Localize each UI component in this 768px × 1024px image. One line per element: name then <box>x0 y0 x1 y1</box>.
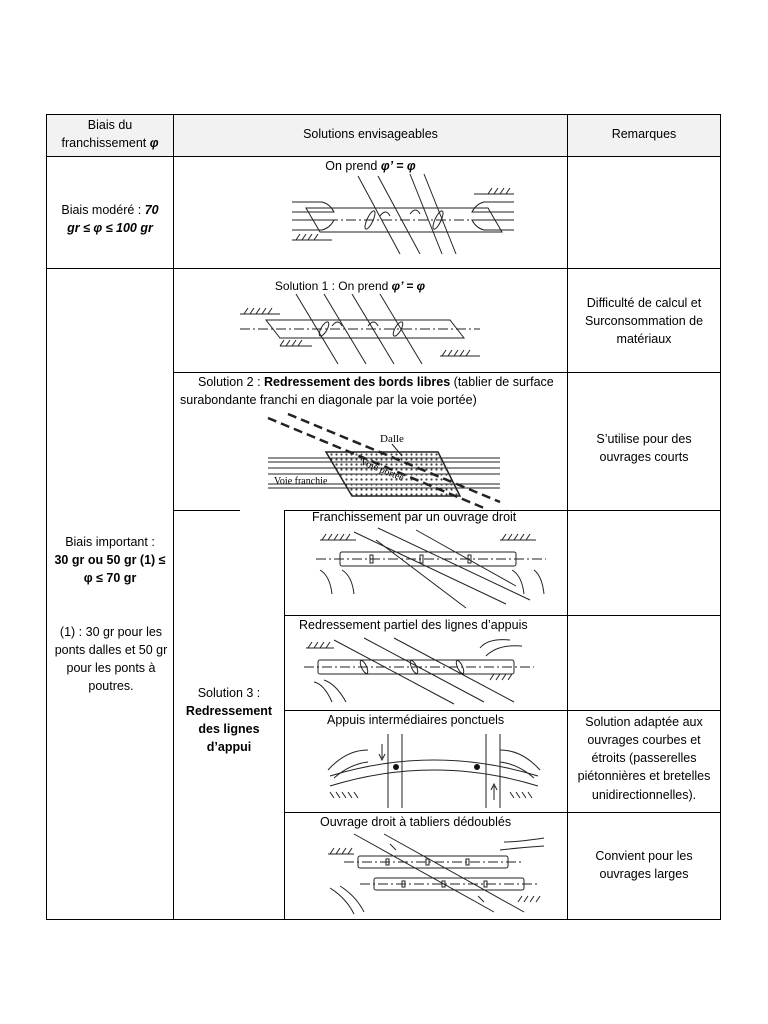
header-biais <box>47 116 173 152</box>
solution3-sub2-title: Redressement partiel des lignes d’appuis <box>299 618 528 632</box>
solution2-label-voie-franchie: Voie franchie <box>274 476 328 487</box>
solution2-prefix: Solution 2 : <box>198 375 265 389</box>
table-border-top <box>46 114 721 115</box>
important-label <box>50 533 170 587</box>
solution3-sub3-diagram <box>324 730 544 810</box>
row-divider <box>173 510 240 511</box>
header-biais-line1: Biais du <box>87 118 133 132</box>
solution2-diagram <box>264 412 504 508</box>
important-label-bold: 30 gr ou 50 gr (1) ≤ φ ≤ 70 gr <box>54 553 166 586</box>
solution3-sub1-title: Franchissement par un ouvrage droit <box>312 510 517 524</box>
table-border-right <box>720 114 721 920</box>
solution3-sub4-remark: Convient pour les ouvrages larges <box>595 849 693 882</box>
solution1-diagram <box>240 292 480 366</box>
solution3-label-bold: Redressement des lignes d’appui <box>185 704 273 755</box>
solution3-label-line1: Solution 3 : <box>197 686 261 700</box>
solution1-remark: Difficulté de calcul et Surconsommation de matériaux <box>584 296 704 347</box>
solution2-label-voie-portee: Voie portée <box>358 456 406 484</box>
solution2-label-dalle: Dalle <box>380 433 404 445</box>
moderate-solution-prefix: On prend <box>325 159 381 173</box>
moderate-label <box>50 201 170 237</box>
row-divider <box>46 268 721 269</box>
moderate-diagram <box>292 172 514 258</box>
solution3-sub4-title: Ouvrage droit à tabliers dédoublés <box>320 815 512 829</box>
moderate-solution-formula: φ’ = φ <box>380 159 416 173</box>
column-divider <box>567 114 568 920</box>
moderate-label-bold-2: gr ≤ φ ≤ 100 gr <box>67 221 153 236</box>
solution3-sub2-diagram <box>304 636 534 706</box>
solution3-sub3-title: Appuis intermédiaires ponctuels <box>327 713 505 727</box>
table-border-left <box>46 114 47 920</box>
header-remarques: Remarques <box>611 127 677 141</box>
header-solutions: Solutions envisageables <box>303 127 438 141</box>
solution2-remark: S’utilise pour des ouvrages courts <box>596 432 692 465</box>
solution3-sub1-diagram <box>316 526 546 610</box>
table-border-bottom <box>46 919 721 920</box>
solution3-label <box>176 684 282 757</box>
solution3-sub3-remark: Solution adaptée aux ouvrages courbes et étroits (passerelles piétonnières et bretelles unidirectionnelles). <box>577 715 711 802</box>
header-biais-line2: franchissement <box>61 136 150 151</box>
moderate-label-bold-1: 70 <box>144 203 159 217</box>
solution2-suffix: (tablier de surface surabondante franchi en diagonale par la voie portée) <box>180 375 554 408</box>
solution3-sub4-diagram <box>324 832 554 914</box>
column-divider <box>173 114 174 920</box>
important-label-line1: Biais important : <box>65 535 155 549</box>
moderate-label-prefix: Biais modéré : <box>61 203 145 217</box>
phi-symbol: φ <box>149 136 159 151</box>
important-footnote: (1) : 30 gr pour les ponts dalles et 50 gr pour les ponts à poutres. <box>54 625 168 694</box>
solution2-text <box>180 373 564 409</box>
solution1-prefix: Solution 1 : On prend <box>274 279 392 293</box>
solution1-formula: φ’ = φ <box>391 279 426 293</box>
column-divider <box>284 510 285 920</box>
solution2-bold: Redressement des bords libres <box>264 375 451 389</box>
